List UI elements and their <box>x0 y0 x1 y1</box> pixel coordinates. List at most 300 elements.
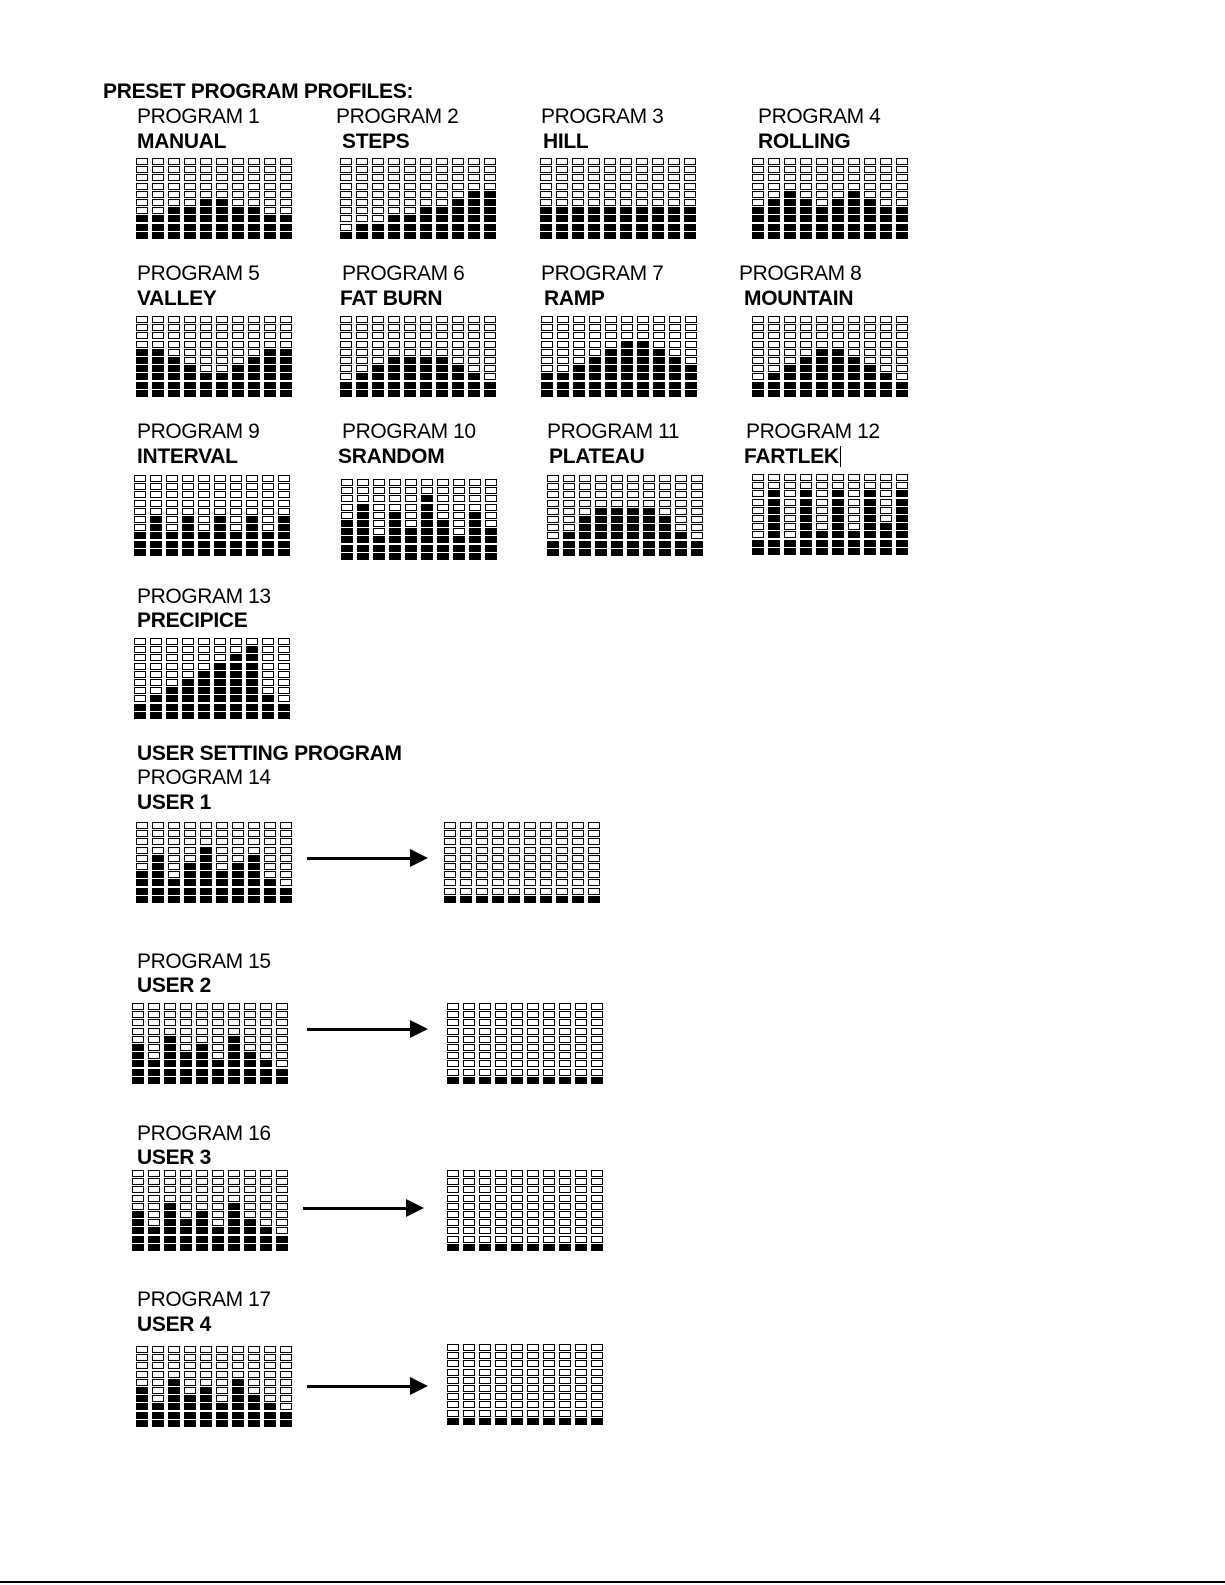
led-segment <box>800 341 812 348</box>
led-segment <box>559 1178 571 1185</box>
led-segment <box>575 1211 587 1218</box>
led-segment <box>216 1362 228 1369</box>
led-segment <box>180 1178 192 1185</box>
led-segment-lit <box>563 549 575 556</box>
led-segment <box>200 349 212 356</box>
led-segment-lit <box>200 863 212 870</box>
led-segment <box>621 324 633 331</box>
led-segment <box>244 1170 256 1177</box>
led-segment-lit <box>244 1227 256 1234</box>
led-segment <box>356 207 368 214</box>
led-segment <box>420 158 432 165</box>
led-segment <box>152 166 164 173</box>
led-segment <box>232 855 244 862</box>
led-segment <box>752 523 764 530</box>
led-segment-lit <box>262 541 274 548</box>
led-segment-lit <box>212 1236 224 1243</box>
led-segment-lit <box>420 382 432 389</box>
led-segment <box>200 1354 212 1361</box>
led-segment <box>595 483 607 490</box>
led-segment <box>148 1019 160 1026</box>
led-segment-lit <box>864 232 876 239</box>
led-segment <box>340 349 352 356</box>
led-segment-lit <box>460 896 472 903</box>
led-segment <box>447 1385 459 1392</box>
led-segment <box>182 663 194 670</box>
led-segment <box>495 1170 507 1177</box>
led-segment-lit <box>228 1069 240 1076</box>
led-segment-lit <box>653 349 665 356</box>
led-segment <box>248 830 260 837</box>
led-segment <box>691 483 703 490</box>
led-segment <box>198 516 210 523</box>
led-segment <box>280 324 292 331</box>
led-segment-lit <box>214 695 226 702</box>
led-segment <box>588 830 600 837</box>
led-segment <box>540 879 552 886</box>
led-segment-lit <box>196 1044 208 1051</box>
led-segment <box>752 499 764 506</box>
led-segment <box>148 1195 160 1202</box>
led-segment <box>452 349 464 356</box>
led-segment <box>340 332 352 339</box>
led-segment-lit <box>260 1227 272 1234</box>
led-segment-lit <box>230 671 242 678</box>
led-segment-lit <box>469 512 481 519</box>
program-number: PROGRAM 16 <box>137 1122 271 1145</box>
led-segment-lit <box>816 540 828 547</box>
led-segment <box>420 191 432 198</box>
program-name: VALLEY <box>137 287 217 310</box>
led-segment-lit <box>166 687 178 694</box>
led-segment <box>230 638 242 645</box>
led-segment <box>280 847 292 854</box>
led-segment-lit <box>832 232 844 239</box>
led-segment <box>166 483 178 490</box>
led-segment-lit <box>246 532 258 539</box>
led-segment <box>232 316 244 323</box>
profile-grid <box>134 638 290 719</box>
led-segment-lit <box>132 1227 144 1234</box>
led-segment <box>134 516 146 523</box>
led-segment <box>832 158 844 165</box>
led-segment <box>150 687 162 694</box>
led-segment-lit <box>388 373 400 380</box>
led-segment <box>372 324 384 331</box>
led-segment <box>575 1011 587 1018</box>
led-segment <box>527 1360 539 1367</box>
led-segment <box>136 174 148 181</box>
led-segment <box>573 332 585 339</box>
led-segment <box>260 1052 272 1059</box>
led-segment-lit <box>216 232 228 239</box>
led-segment-lit <box>621 341 633 348</box>
led-segment <box>182 638 194 645</box>
led-segment <box>264 166 276 173</box>
led-segment <box>136 183 148 190</box>
led-segment <box>212 1028 224 1035</box>
led-segment <box>784 332 796 339</box>
led-segment <box>150 654 162 661</box>
led-segment <box>216 316 228 323</box>
led-segment-lit <box>136 390 148 397</box>
led-segment-lit <box>357 520 369 527</box>
led-segment <box>357 479 369 486</box>
led-segment-lit <box>579 541 591 548</box>
led-segment <box>134 638 146 645</box>
led-segment-lit <box>232 390 244 397</box>
led-segment <box>278 687 290 694</box>
led-segment-lit <box>832 523 844 530</box>
led-segment <box>166 491 178 498</box>
led-segment <box>864 158 876 165</box>
led-segment-lit <box>784 232 796 239</box>
led-segment <box>768 349 780 356</box>
led-segment <box>832 341 844 348</box>
led-segment <box>262 671 274 678</box>
led-segment-lit <box>684 207 696 214</box>
led-segment <box>573 316 585 323</box>
led-segment <box>280 822 292 829</box>
led-segment <box>495 1227 507 1234</box>
led-segment <box>198 500 210 507</box>
led-segment-lit <box>643 549 655 556</box>
led-segment <box>148 1011 160 1018</box>
led-segment <box>468 174 480 181</box>
default-profile-grid <box>447 1170 603 1251</box>
led-segment <box>896 373 908 380</box>
led-segment-lit <box>880 215 892 222</box>
program-number: PROGRAM 13 <box>137 585 271 608</box>
led-segment-lit <box>182 524 194 531</box>
led-segment <box>476 888 488 895</box>
led-segment-lit <box>540 224 552 231</box>
led-segment <box>132 1178 144 1185</box>
led-segment-lit <box>668 207 680 214</box>
led-segment <box>166 516 178 523</box>
led-segment <box>388 316 400 323</box>
led-segment-lit <box>216 207 228 214</box>
led-segment <box>244 1195 256 1202</box>
led-segment-lit <box>643 516 655 523</box>
led-segment <box>543 1170 555 1177</box>
led-segment-lit <box>595 532 607 539</box>
led-segment <box>134 483 146 490</box>
led-segment <box>447 1219 459 1226</box>
led-segment-lit <box>180 1219 192 1226</box>
led-segment <box>182 646 194 653</box>
led-segment <box>595 500 607 507</box>
led-segment <box>463 1369 475 1376</box>
led-segment-lit <box>232 1420 244 1427</box>
led-segment <box>479 1178 491 1185</box>
led-segment <box>152 199 164 206</box>
led-segment <box>214 646 226 653</box>
led-segment <box>848 499 860 506</box>
led-segment <box>278 475 290 482</box>
led-segment <box>262 491 274 498</box>
led-segment <box>880 158 892 165</box>
led-segment <box>372 183 384 190</box>
led-segment-lit <box>216 896 228 903</box>
led-segment <box>511 1352 523 1359</box>
led-segment <box>611 500 623 507</box>
led-segment <box>152 1346 164 1353</box>
led-segment <box>216 332 228 339</box>
led-segment <box>184 183 196 190</box>
led-segment-lit <box>340 382 352 389</box>
led-segment <box>216 183 228 190</box>
led-segment <box>405 504 417 511</box>
led-segment <box>896 357 908 364</box>
led-segment <box>572 879 584 886</box>
led-segment <box>469 487 481 494</box>
led-segment-lit <box>784 365 796 372</box>
led-segment <box>527 1036 539 1043</box>
led-segment <box>232 1354 244 1361</box>
led-segment <box>460 879 472 886</box>
led-segment-lit <box>132 1211 144 1218</box>
led-segment-lit <box>659 549 671 556</box>
led-segment <box>668 183 680 190</box>
led-segment-lit <box>168 390 180 397</box>
led-segment <box>556 838 568 845</box>
led-segment <box>447 1227 459 1234</box>
led-segment-lit <box>278 541 290 548</box>
led-segment-lit <box>152 224 164 231</box>
led-segment <box>880 166 892 173</box>
led-segment-lit <box>168 232 180 239</box>
led-segment-lit <box>832 548 844 555</box>
led-segment-lit <box>420 365 432 372</box>
led-segment-lit <box>556 215 568 222</box>
led-segment <box>620 158 632 165</box>
led-segment <box>540 863 552 870</box>
led-segment <box>356 158 368 165</box>
led-segment <box>444 838 456 845</box>
led-segment-lit <box>264 232 276 239</box>
led-segment <box>685 357 697 364</box>
led-segment <box>543 1393 555 1400</box>
led-segment <box>669 316 681 323</box>
led-segment <box>389 479 401 486</box>
led-segment-lit <box>248 357 260 364</box>
led-segment-lit <box>637 365 649 372</box>
led-segment <box>152 838 164 845</box>
led-segment <box>248 847 260 854</box>
led-segment-lit <box>605 382 617 389</box>
led-segment <box>511 1028 523 1035</box>
led-segment-lit <box>685 390 697 397</box>
led-segment-lit <box>864 540 876 547</box>
led-segment <box>511 1052 523 1059</box>
led-segment-lit <box>800 382 812 389</box>
led-segment <box>196 1203 208 1210</box>
led-segment <box>784 341 796 348</box>
led-segment <box>356 215 368 222</box>
led-segment <box>643 500 655 507</box>
program-name: FAT BURN <box>340 287 443 310</box>
led-segment <box>463 1186 475 1193</box>
led-segment <box>198 663 210 670</box>
led-segment <box>511 1195 523 1202</box>
led-segment <box>168 349 180 356</box>
led-segment-lit <box>136 357 148 364</box>
led-segment <box>495 1352 507 1359</box>
led-segment-lit <box>262 712 274 719</box>
led-segment-lit <box>198 704 210 711</box>
led-segment <box>627 500 639 507</box>
led-segment-lit <box>800 373 812 380</box>
led-segment-lit <box>232 215 244 222</box>
led-segment-lit <box>404 390 416 397</box>
led-segment-lit <box>848 548 860 555</box>
led-segment <box>460 838 472 845</box>
led-segment <box>495 1236 507 1243</box>
led-segment-lit <box>627 549 639 556</box>
led-segment <box>166 646 178 653</box>
led-segment <box>264 158 276 165</box>
led-segment <box>447 1211 459 1218</box>
led-segment <box>444 847 456 854</box>
led-segment <box>636 166 648 173</box>
led-segment <box>340 365 352 372</box>
led-segment <box>591 1036 603 1043</box>
led-segment <box>166 679 178 686</box>
led-segment <box>511 1236 523 1243</box>
led-segment <box>559 1044 571 1051</box>
led-segment <box>591 1003 603 1010</box>
led-segment <box>404 199 416 206</box>
led-segment <box>575 1052 587 1059</box>
page-heading: PRESET PROGRAM PROFILES: <box>103 80 414 103</box>
led-segment-lit <box>388 215 400 222</box>
led-segment-lit <box>573 382 585 389</box>
led-segment <box>180 1019 192 1026</box>
led-segment-lit <box>246 712 258 719</box>
led-segment-lit <box>200 199 212 206</box>
led-segment <box>591 1377 603 1384</box>
led-segment <box>604 158 616 165</box>
led-segment-lit <box>556 224 568 231</box>
led-segment <box>752 515 764 522</box>
led-segment <box>604 183 616 190</box>
led-segment <box>340 224 352 231</box>
led-segment <box>340 324 352 331</box>
led-segment <box>168 158 180 165</box>
led-segment <box>264 855 276 862</box>
led-segment <box>579 500 591 507</box>
led-segment <box>469 504 481 511</box>
led-segment <box>463 1028 475 1035</box>
led-segment <box>476 863 488 870</box>
led-segment-lit <box>604 207 616 214</box>
led-segment <box>447 1410 459 1417</box>
led-segment <box>575 1227 587 1234</box>
led-segment-lit <box>685 373 697 380</box>
led-segment <box>563 516 575 523</box>
led-segment <box>356 365 368 372</box>
led-segment <box>768 482 780 489</box>
led-segment <box>200 332 212 339</box>
led-segment <box>184 855 196 862</box>
led-segment <box>621 332 633 339</box>
led-segment <box>691 475 703 482</box>
led-segment <box>447 1036 459 1043</box>
led-segment-lit <box>752 224 764 231</box>
led-segment <box>524 822 536 829</box>
program-number: PROGRAM 2 <box>336 105 459 128</box>
led-segment-lit <box>637 349 649 356</box>
led-segment <box>232 1371 244 1378</box>
led-segment-lit <box>484 382 496 389</box>
profile-grid <box>340 316 496 397</box>
led-segment-lit <box>150 549 162 556</box>
led-segment-lit <box>669 365 681 372</box>
led-segment-lit <box>864 199 876 206</box>
led-segment <box>559 1170 571 1177</box>
led-segment-lit <box>621 365 633 372</box>
led-segment <box>280 863 292 870</box>
led-segment-lit <box>768 507 780 514</box>
led-segment <box>463 1011 475 1018</box>
led-segment-lit <box>485 545 497 552</box>
led-segment <box>468 341 480 348</box>
led-segment <box>469 479 481 486</box>
led-segment <box>559 1011 571 1018</box>
led-segment <box>684 166 696 173</box>
led-segment <box>669 332 681 339</box>
led-segment-lit <box>800 199 812 206</box>
led-segment <box>540 871 552 878</box>
led-segment-lit <box>357 553 369 560</box>
led-segment <box>543 1052 555 1059</box>
led-segment <box>196 1011 208 1018</box>
led-segment <box>543 1186 555 1193</box>
led-segment <box>278 663 290 670</box>
led-segment <box>276 1060 288 1067</box>
led-segment <box>479 1003 491 1010</box>
led-segment <box>216 822 228 829</box>
led-segment <box>248 349 260 356</box>
led-segment <box>228 1170 240 1177</box>
led-segment <box>436 166 448 173</box>
led-segment <box>468 158 480 165</box>
led-segment <box>264 847 276 854</box>
led-segment-lit <box>132 1077 144 1084</box>
led-segment-lit <box>132 1069 144 1076</box>
led-segment <box>404 183 416 190</box>
led-segment-lit <box>264 1403 276 1410</box>
led-segment <box>232 191 244 198</box>
led-segment-lit <box>276 1244 288 1251</box>
led-segment-lit <box>668 232 680 239</box>
led-segment <box>816 515 828 522</box>
led-segment <box>388 191 400 198</box>
led-segment-lit <box>184 207 196 214</box>
led-segment-lit <box>784 224 796 231</box>
led-segment <box>356 324 368 331</box>
led-segment <box>260 1211 272 1218</box>
led-segment <box>864 474 876 481</box>
led-segment-lit <box>421 495 433 502</box>
led-segment <box>495 1060 507 1067</box>
led-segment-lit <box>184 871 196 878</box>
led-segment-lit <box>896 499 908 506</box>
led-segment <box>579 491 591 498</box>
led-segment <box>508 822 520 829</box>
led-segment <box>800 474 812 481</box>
